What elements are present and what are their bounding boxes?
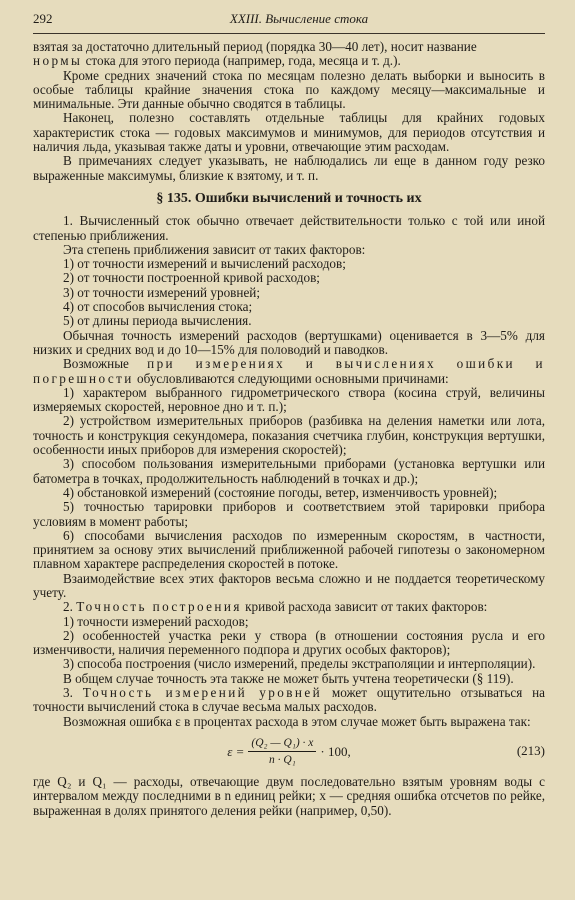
formula-fraction xyxy=(248,736,316,768)
paragraph: Возможная ошибка ε в процентах расхода в этом случае может быть выражена так: xyxy=(63,713,531,729)
paragraph: В примечаниях следует указывать, не наблюдались ли еще в данном году резко выраженные максимумы, близкие к взятому, и т. п. xyxy=(33,153,545,183)
equation-number: (213) xyxy=(516,742,545,758)
paragraph: В общем случае точность эта также не может быть учтена теоретически (§ 119). xyxy=(63,670,514,686)
paragraph: 1. Вычисленный сток обычно отвечает действительности только с той или иной степенью приближения. xyxy=(33,213,545,243)
list-item: 2) особенностей участка реки у створа (в отношении состояния русла и его изменчивости, наличия переменного подпора и других особых факторов); xyxy=(33,627,545,658)
paragraph: Кроме средних значений стока по месяцам полезно делать выборки и выносить в особые таблицы крайние значения стока по каждому месяцу—максимальные и минимальные. Эти данные обычно сводятся в таблицы. xyxy=(33,67,545,112)
formula-denominator: n · Q₁ xyxy=(269,754,296,767)
list-item: 2) от точности построенной кривой расходов; xyxy=(63,270,320,286)
spaced-term: нормы xyxy=(33,53,83,69)
page-number: 292 xyxy=(33,11,53,26)
list-item: 3) способа построения (число измерений, пределы экстраполяции и интерполяции). xyxy=(63,656,536,672)
list-item: 2) устройством измерительных приборов (разбивка на деления наметки или лота, точность и конструкция секундомера, показания счетчика глубин, конструкция вертушки, особенности иных приборов для измерения скоростей); xyxy=(33,413,545,458)
list-item: 3) способом пользования измерительными приборами (установка вертушки или батометра в точках, продолжительность наблюдений в точках и др.); xyxy=(33,456,545,486)
list-item: 1) от точности измерений и вычислений расходов; xyxy=(63,256,346,272)
paragraph: Наконец, полезно составлять отдельные таблицы для крайних годовых характеристик стока — годовых максимумов и минимумов, для периодов отсутствия и наличия льда, указывая также даты и уровни, отвечающие этим расходам. xyxy=(33,110,545,155)
paragraph: Возможные при измерениях и вычислениях ошибки и погрешности обусловливаются следующими основными причинами: xyxy=(33,356,546,386)
list-item: 4) обстановкой измерений (состояние погоды, ветер, изменчивость уровней); xyxy=(63,484,498,500)
spaced-term: при измерениях и вычислениях ошибки и погрешности xyxy=(33,356,546,386)
list-item: 3) от точности измерений уровней; xyxy=(63,284,261,300)
list-item: 6) способами вычисления расходов по измеренным скоростям, в частности, принятием за основу этих вычислений приближенной рабочей гипотезы о закономерном плавном характере распределения скоростей в потоке. xyxy=(33,527,545,572)
running-title: XXIII. Вычисление стока xyxy=(229,11,369,26)
formula-rest: · 100, xyxy=(320,743,351,759)
formula-numerator: (Q₂ — Q₁) · x xyxy=(248,736,316,752)
paragraph: 2. Точность построения кривой расхода зависит от таких факторов: xyxy=(63,599,488,615)
paragraph: Эта степень приближения зависит от таких факторов: xyxy=(63,241,366,257)
list-item: 4) от способов вычисления стока; xyxy=(63,299,253,315)
paragraph: Обычная точность измерений расходов (вертушками) оценивается в 3—5% для низких и средних вод и до 10—15% для половодий и паводков. xyxy=(33,327,545,357)
paragraph: Взаимодействие всех этих факторов весьма сложно и не поддается теоретическому учету. xyxy=(33,570,545,600)
list-item: 1) характером выбранного гидрометрического створа (косина струй, величины измеряемых скоростей, неровное дно и т. п.); xyxy=(33,384,545,415)
paragraph: где Q₂ и Q₁ — расходы, отвечающие двум последовательно взятым уровням воды с интервалом между последними в n единиц рейки; x — средняя ошибка отсчетов по рейке, выраженная в долях принятого деления рейки (например, 0,50). xyxy=(33,773,545,818)
list-item: 1) точности измерений расходов; xyxy=(63,613,249,629)
spaced-term: Точность построения xyxy=(76,599,242,615)
formula-213 xyxy=(33,732,545,772)
paragraph: 3. Точность измерений уровней может ощутительно отзываться на точности вычислений стока в случае весьма малых расходов. xyxy=(33,685,546,715)
spaced-term: Точность измерений уровней xyxy=(82,685,323,701)
formula-lhs: ε = xyxy=(227,743,245,759)
paragraph: взятая за достаточно длительный период (порядка 30—40 лет), носит название нормы стока для этого периода (например, года, месяца и т. д.). xyxy=(33,39,477,69)
running-header xyxy=(33,11,545,34)
page-body xyxy=(33,40,545,818)
section-heading: § 135. Ошибки вычислений и точность их xyxy=(156,190,422,206)
list-item: 5) точностью тарировки приборов и соответствием этой тарировки прибора условиям в момент работы; xyxy=(33,499,545,529)
list-item: 5) от длины периода вычисления. xyxy=(63,313,252,329)
